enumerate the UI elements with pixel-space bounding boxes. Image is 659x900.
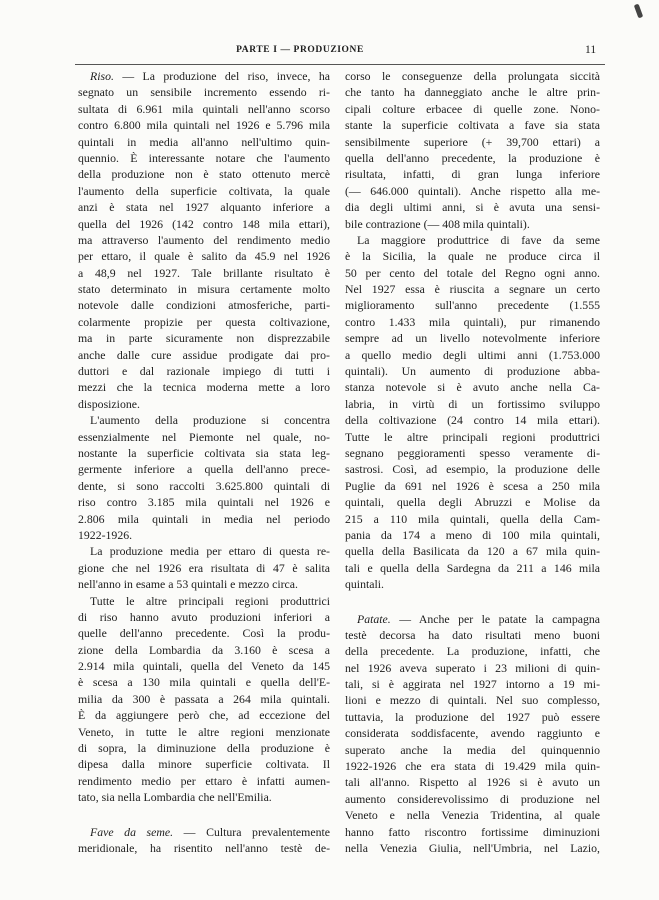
line-text: — La produzione del riso, invece, ha [113, 69, 330, 83]
text-line [78, 494, 330, 510]
line-text: nella Venezia Giulia, nell'Umbria, nel Lazio, [345, 840, 600, 855]
line-text: notevole dalle condizioni atmosferiche, parti- [78, 298, 330, 313]
text-line [345, 494, 600, 510]
line-text: — Cultura prevalentemente [173, 824, 330, 839]
text-line [345, 627, 600, 643]
line-text: l'aumento della superficie coltivata, la quale [78, 183, 330, 198]
text-line [345, 461, 600, 477]
line-text: testè decorsa ha dato risultati meno buoni [345, 627, 600, 642]
line-text: anche dalle cure assidue prodigate dai pro- [78, 347, 330, 362]
text-line [78, 773, 330, 789]
line-text: quintali. [345, 577, 384, 592]
text-line [345, 824, 600, 840]
line-text: a quello medio degli ultimi anni (1.753.000 [345, 347, 600, 362]
line-text: contro 1.433 mila quintali), pur rimanendo [345, 314, 600, 329]
text-line [78, 232, 330, 248]
text-line [78, 609, 330, 625]
line-text: sastrosi. Così, ad esempio, la produzione delle [345, 462, 600, 477]
text-line [78, 396, 330, 412]
line-text: colarmente propizie per questa coltivazione, [78, 314, 330, 329]
line-text: riso contro 3.185 mila quintali nel 1926 e [78, 495, 330, 510]
text-line [345, 543, 600, 559]
line-text: sensibilmente superiore (+ 39,700 ettari) a [345, 134, 600, 149]
line-text: labria, in virtù di un fortissimo sviluppo [345, 396, 600, 411]
text-line [78, 740, 330, 756]
line-text: sultata di 6.961 mila quintali nell'anno scorso [78, 101, 330, 116]
line-text: 1922-1926 che era stata di 19.429 mila quin- [345, 759, 600, 774]
text-line [345, 314, 600, 330]
line-text: per ettaro, il quale è salito da 45.9 nel 1926 [78, 249, 330, 264]
line-text: corso le conseguenze della prolungata siccità [345, 69, 600, 83]
line-text: quintali in media all'anno nell'ultimo quin- [78, 134, 330, 149]
line-text: segnano peggioramenti spesso veramente di- [345, 445, 600, 460]
text-line [345, 774, 600, 790]
line-text: quintali, quella degli Abruzzi e Molise da [345, 495, 600, 510]
text-line [78, 593, 330, 609]
line-text: milia da 300 è passata a 264 mila quintali. [78, 691, 330, 706]
text-line [78, 756, 330, 772]
text-line [345, 84, 600, 100]
line-text: essenzialmente nel Piemonte nel quale, no- [78, 429, 330, 444]
text-line [78, 363, 330, 379]
line-text: Veneto e nella Venezia Tridentina, al quale [345, 808, 600, 823]
text-line [345, 478, 600, 494]
paragraph [78, 412, 330, 543]
scan-artifact [634, 4, 643, 19]
line-text: tali all'anno. Rispetto al 1926 si è avuto un [345, 775, 600, 790]
line-text: a 48,9 nel 1927. Tale brillante risultato è [78, 265, 330, 280]
text-line [78, 216, 330, 232]
line-text: 50 per cento del totale del Regno ogni anno. [345, 265, 600, 280]
text-line [345, 330, 600, 346]
text-line [78, 478, 330, 494]
text-line [78, 642, 330, 658]
text-line [78, 150, 330, 166]
line-text: che tanto ha danneggiato anche le altre prin- [345, 85, 600, 100]
text-line [78, 674, 330, 690]
text-line [345, 660, 600, 676]
text-line [345, 68, 600, 84]
text-line [78, 183, 330, 199]
text-line [78, 445, 330, 461]
line-text: tali e quella della Sardegna da 211 a 146 mila [345, 560, 600, 575]
text-line [78, 412, 330, 428]
line-text: dente, si sono raccolti 3.625.800 quintali di [78, 478, 330, 493]
text-line [78, 724, 330, 740]
line-text: Puglie da 691 nel 1926 è scesa a 250 mila [345, 478, 600, 493]
line-text: ma attraverso l'aumento del rendimento medio [78, 232, 330, 247]
text-line [78, 68, 330, 84]
text-line [345, 150, 600, 166]
line-text: quelle dell'anno precedente. Così la produ- [78, 626, 330, 641]
line-text: lioni e mezzo di quintali. Nel suo complesso, [345, 693, 600, 708]
line-text: risultata, infatti, di gran lunga inferiore [345, 167, 600, 182]
text-line [345, 576, 600, 592]
text-line [345, 527, 600, 543]
section-lead: Riso. [90, 69, 114, 83]
line-text: rendimento medio per ettaro è infatti aumen- [78, 773, 330, 788]
line-text: superato anche la media del quinquennio [345, 742, 600, 757]
line-text: stato determinato in misura certamente molto [78, 282, 330, 297]
text-line [78, 166, 330, 182]
line-text: È da aggiungere però che, ad eccezione del [78, 708, 330, 723]
line-text: duttori e dal razionale impiego di tutti i [78, 364, 330, 379]
text-line [78, 461, 330, 477]
line-text: quella della Basilicata da 120 a 67 mila quin- [345, 544, 600, 559]
line-text: nostante la superficie coltivata sia stata leg- [78, 445, 330, 460]
text-line [345, 117, 600, 133]
text-line [345, 445, 600, 461]
paragraph [345, 611, 600, 857]
text-line [345, 742, 600, 758]
text-line [345, 611, 600, 627]
text-line [345, 232, 600, 248]
line-text: disposizione. [78, 396, 140, 411]
text-line [345, 216, 600, 232]
line-text: quella dell'anno precedente, la produzione è [345, 150, 600, 165]
line-text: — Anche per le patate la campagna [390, 611, 600, 626]
text-line [345, 363, 600, 379]
line-text: contro 6.800 mila quintali nel 1926 e 5.796 mila [78, 118, 330, 133]
text-line [345, 560, 600, 576]
text-line [78, 840, 330, 856]
paragraph [78, 68, 330, 412]
text-line [345, 840, 600, 856]
text-line [78, 789, 330, 805]
line-text: della coltivazione (24 contro 14 mila ettari). [345, 413, 600, 428]
line-text: segnato un sensibile incremento essendo ri- [78, 85, 330, 100]
line-text: bile contrazione (— 408 mila quintali). [345, 216, 530, 231]
text-line [345, 166, 600, 182]
text-line [78, 248, 330, 264]
text-line [78, 560, 330, 576]
line-text: meridionale, ha risentito nell'anno testè de- [78, 840, 330, 855]
header-rule [75, 64, 605, 65]
text-line [78, 707, 330, 723]
text-line [78, 691, 330, 707]
line-text: tuttavia, la produzione del 1927 può essere [345, 709, 600, 724]
line-text: Tutte le altre principali regioni produttrici [90, 593, 330, 608]
line-text: 2.806 mila quintali in media nel periodo [78, 511, 330, 526]
text-line [78, 527, 330, 543]
line-text: mezzi che la tecnica moderna mette a loro [78, 380, 330, 395]
text-line [78, 379, 330, 395]
line-text: tato, sia nella Lombardia che nell'Emilia. [78, 790, 272, 805]
line-text: 2.914 mila quintali, quella del Veneto da 145 [78, 659, 330, 674]
text-line [345, 347, 600, 363]
line-text: dia degli ultimi anni, si è avuta una sensi- [345, 200, 600, 215]
text-line [345, 676, 600, 692]
line-text: L'aumento della produzione si concentra [90, 413, 330, 428]
page-number: 11 [585, 44, 597, 56]
line-text: 1922-1926. [78, 527, 133, 542]
text-line [78, 429, 330, 445]
line-text: Nel 1927 essa è riuscita a segnare un certo [345, 282, 600, 297]
text-line [78, 297, 330, 313]
line-text: stante la superficie coltivata a fave sia stata [345, 118, 600, 133]
text-line [345, 709, 600, 725]
section-lead: Patate. [357, 611, 391, 626]
right-column [345, 68, 600, 856]
line-text: tali, si è aggirata nel 1927 intorno a 19 mi- [345, 677, 600, 692]
text-line [78, 84, 330, 100]
text-line [345, 265, 600, 281]
text-line [78, 347, 330, 363]
text-line [345, 758, 600, 774]
text-line [345, 199, 600, 215]
line-text: hanno fatto riscontro fortissime diminuzioni [345, 824, 600, 839]
line-text: gione che nel 1926 era risultata di 47 è salita [78, 560, 330, 575]
text-line [345, 791, 600, 807]
text-line [78, 824, 330, 840]
line-text: Veneto, in tutte le altre regioni menzionate [78, 724, 330, 739]
line-text: nell'anno in esame a 53 quintali e mezzo circa. [78, 577, 298, 592]
line-text: dipesa dalla minore superficie coltivata. Il [78, 757, 330, 772]
line-text: (— 646.000 quintali). Anche rispetto alla me- [345, 183, 600, 198]
line-text: Tutte le altre principali regioni produttrici [345, 429, 600, 444]
line-text: di riso hanno avuto produzioni inferiori a [78, 609, 330, 624]
line-text: La maggiore produttrice di fave da seme [357, 232, 600, 247]
text-line [345, 807, 600, 823]
paragraph [78, 824, 330, 857]
text-line [345, 248, 600, 264]
line-text: zione della Lombardia da 3.160 è scesa a [78, 642, 330, 657]
text-line [345, 134, 600, 150]
text-line [345, 511, 600, 527]
paragraph [345, 68, 600, 232]
line-text: della produzione non è stato ottenuto mercè [78, 167, 330, 182]
running-header: PARTE I — PRODUZIONE [236, 45, 364, 55]
text-line [78, 101, 330, 117]
text-line [345, 692, 600, 708]
text-line [78, 281, 330, 297]
left-column [78, 68, 330, 856]
text-line [345, 379, 600, 395]
line-text: sempre ad un livello notevolmente inferiore [345, 331, 600, 346]
line-text: 215 a 110 mila quintali, quella della Cam- [345, 511, 600, 526]
line-text: della precedente. La produzione, infatti, che [345, 644, 600, 659]
text-line [345, 281, 600, 297]
text-line [78, 117, 330, 133]
text-line [78, 576, 330, 592]
text-line [345, 183, 600, 199]
line-text: è scesa a 130 mila quintali e quella dell'E- [78, 675, 330, 690]
line-text: considerata soddisfacente, avendo raggiunto e [345, 726, 600, 741]
text-line [78, 511, 330, 527]
text-line [345, 412, 600, 428]
paragraph [345, 232, 600, 593]
line-text: cipali colture erbacee di quelle zone. Nono- [345, 101, 600, 116]
line-text: quella del 1926 (142 contro 148 mila ettari), [78, 216, 330, 231]
line-text: stanza notevole si è avuto anche nella Ca- [345, 380, 600, 395]
line-text: La produzione media per ettaro di questa re- [90, 544, 330, 559]
paragraph [78, 543, 330, 592]
text-line [78, 265, 330, 281]
line-text: germente inferiore a quella dell'anno prece- [78, 462, 330, 477]
text-line [78, 314, 330, 330]
text-line [78, 134, 330, 150]
line-text: nel 1926 aveva superato i 23 milioni di quin- [345, 660, 600, 675]
paragraph [78, 593, 330, 806]
line-text: quintali). Un aumento di produzione abba- [345, 364, 600, 379]
line-text: aumento considerevolissimo di produzione nel [345, 791, 600, 806]
text-line [345, 725, 600, 741]
text-line [345, 101, 600, 117]
line-text: anzi è stata nel 1927 alquanto inferiore a [78, 200, 330, 215]
text-line [78, 330, 330, 346]
text-line [345, 297, 600, 313]
line-text: pania da 174 a meno di 100 mila quintali, [345, 527, 600, 542]
line-text: di sopra, la diminuzione della produzione è [78, 741, 330, 756]
line-text: quennio. È interessante notare che l'aumento [78, 150, 330, 165]
text-line [78, 543, 330, 559]
text-line [78, 625, 330, 641]
text-line [345, 429, 600, 445]
line-text: ma in parte sicuramente non disprezzabile [78, 331, 330, 346]
text-line [78, 658, 330, 674]
text-line [345, 643, 600, 659]
line-text: miglioramento sull'anno precedente (1.555 [345, 298, 600, 313]
section-lead: Fave da seme. [90, 824, 174, 839]
line-text: è la Sicilia, la quale ne produce circa il [345, 249, 600, 264]
text-line [78, 199, 330, 215]
text-line [345, 396, 600, 412]
